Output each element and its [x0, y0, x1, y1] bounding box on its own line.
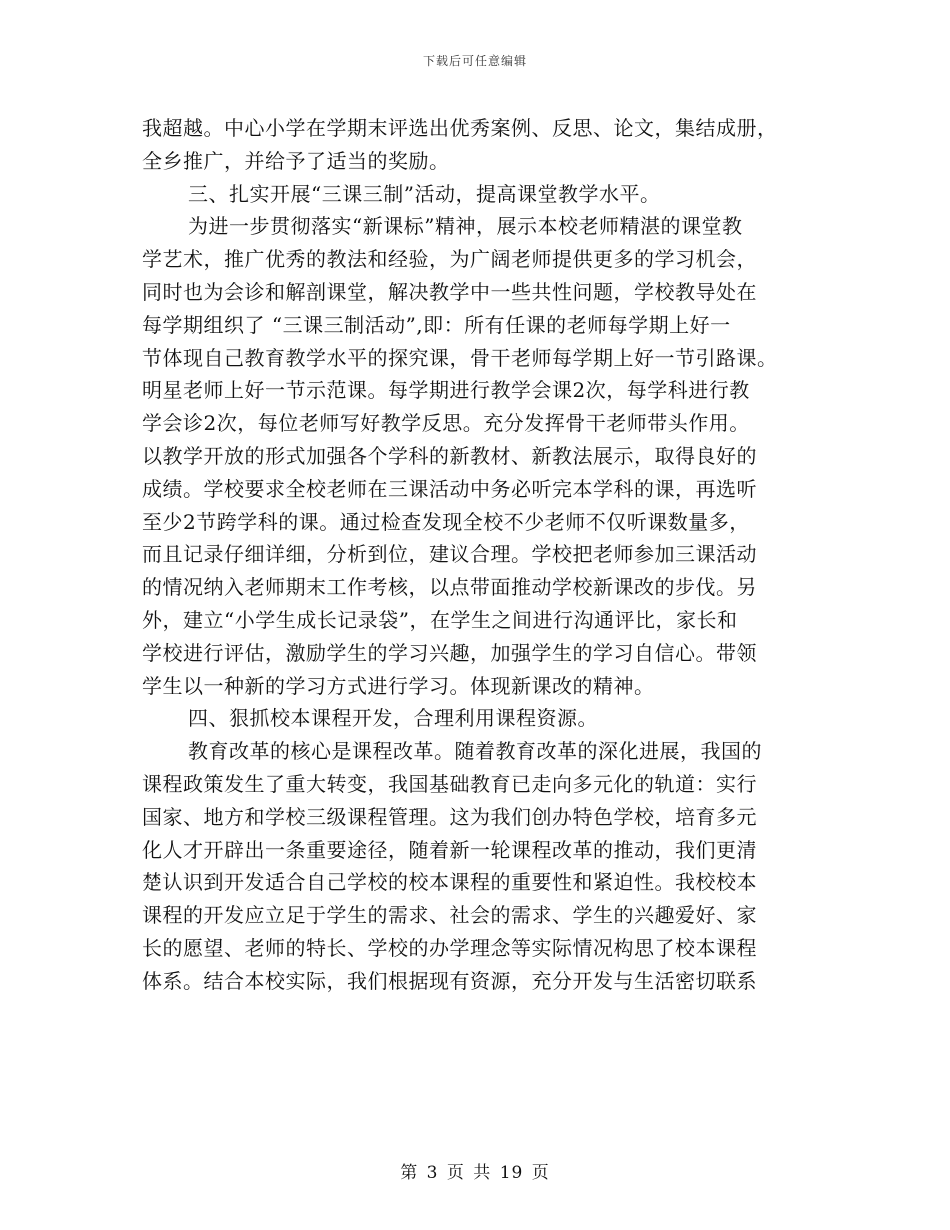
- section-heading: 三、扎实开展“三课三制”活动，提高课堂教学水平。: [188, 181, 661, 206]
- text-line: 同时也为会诊和解剖课堂，解决教学中一些共性问题，学校教导处在: [142, 279, 757, 304]
- section-heading: 四、狠抓校本课程开发，合理利用课程资源。: [188, 706, 598, 731]
- page-number-footer: 第 3 页 共 19 页: [400, 1163, 550, 1183]
- text-line: 学生以一种新的学习方式进行学习。体现新课改的精神。: [142, 673, 655, 698]
- text-line: 外，建立“小学生成长记录袋”，在学生之间进行沟通评比，家长和: [142, 607, 738, 632]
- text-line: 成绩。学校要求全校老师在三课活动中务必听完本学科的课，再选听: [142, 476, 757, 501]
- text-line: 的情况纳入老师期末工作考核，以点带面推动学校新课改的步伐。另: [142, 575, 757, 600]
- text-line: 体系。结合本校实际，我们根据现有资源，充分开发与生活密切联系: [142, 968, 757, 993]
- text-line: 楚认识到开发适合自己学校的校本课程的重要性和紧迫性。我校校本: [142, 870, 757, 895]
- text-line: 国家、地方和学校三级课程管理。这为我们创办特色学校，培育多元: [142, 804, 757, 829]
- text-line: 学会诊2次，每位老师写好教学反思。充分发挥骨干老师带头作用。: [142, 411, 750, 436]
- text-line: 课程政策发生了重大转变，我国基础教育已走向多元化的轨道：实行: [142, 771, 757, 796]
- header-note: 下载后可任意编辑: [422, 54, 527, 68]
- text-line: 节体现自己教育教学水平的探究课，骨干老师每学期上好一节引路课。: [142, 345, 778, 370]
- text-line: 学校进行评估，激励学生的学习兴趣，加强学生的学习自信心。带领: [142, 640, 757, 665]
- text-line: 每学期组织了 “三课三制活动”,即：所有任课的老师每学期上好一: [142, 312, 731, 337]
- body-text: [142, 112, 802, 998]
- text-line: 课程的开发应立足于学生的需求、社会的需求、学生的兴趣爱好、家: [142, 903, 757, 928]
- paragraph-start: 教育改革的核心是课程改革。随着教育改革的深化进展，我国的: [188, 739, 762, 764]
- text-line: 明星老师上好一节示范课。每学期进行教学会课2次，每学科进行教: [142, 378, 750, 403]
- text-line: 化人才开辟出一条重要途径，随着新一轮课程改革的推动，我们更清: [142, 837, 757, 862]
- text-line: 我超越。中心小学在学期末评选出优秀案例、反思、论文，集结成册，: [142, 116, 778, 140]
- text-line: 而且记录仔细详细，分析到位，建议合理。学校把老师参加三课活动: [142, 542, 757, 567]
- text-line: 长的愿望、老师的特长、学校的办学理念等实际情况构思了校本课程: [142, 935, 757, 960]
- text-line: 全乡推广，并给予了适当的奖励。: [142, 148, 450, 173]
- text-line: 以教学开放的形式加强各个学科的新教材、新教法展示，取得良好的: [142, 443, 757, 468]
- paragraph-start: 为进一步贯彻落实“新课标”精神，展示本校老师精湛的课堂教: [188, 214, 743, 239]
- text-line: 学艺术，推广优秀的教法和经验，为广阔老师提供更多的学习机会，: [142, 247, 757, 272]
- text-line: 至少2节跨学科的课。通过检查发现全校不少老师不仅听课数量多，: [142, 509, 750, 534]
